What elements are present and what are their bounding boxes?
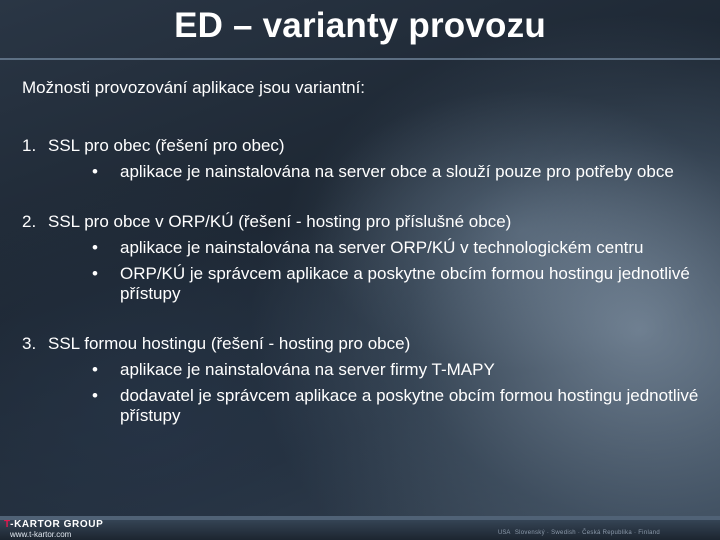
variant-bullets <box>22 162 712 182</box>
variant-heading-row <box>22 136 712 156</box>
bullet-item <box>92 360 712 380</box>
logo-name: -KARTOR GROUP <box>10 519 104 530</box>
bullet-text: dodavatel je správcem aplikace a poskytne obcím formou hostingu jednotlivé přístupy <box>120 386 699 425</box>
variant-number: 3. <box>22 334 37 353</box>
footer-strip <box>0 516 720 520</box>
variant-item-3 <box>22 334 712 426</box>
bullet-item <box>92 264 712 304</box>
intro-text: Možnosti provozování aplikace jsou variantní: <box>22 78 366 97</box>
variant-heading: SSL pro obec (řešení pro obec) <box>48 136 285 155</box>
bullet-text: ORP/KÚ je správcem aplikace a poskytne obcím formou hostingu jednotlivé přístupy <box>120 264 690 303</box>
slide-content <box>22 78 712 456</box>
bullet-marker: • <box>92 360 98 379</box>
bullet-marker: • <box>92 162 98 181</box>
company-logo <box>4 519 103 530</box>
bullet-item <box>92 162 712 182</box>
bullet-marker: • <box>92 386 98 405</box>
footer-url[interactable]: www.t-kartor.com <box>10 530 72 539</box>
variant-item-2 <box>22 212 712 304</box>
title-divider <box>0 58 720 60</box>
logo-t-mark: T <box>4 519 11 530</box>
bullet-marker: • <box>92 264 98 283</box>
slide-title: ED – varianty provozu <box>174 6 546 45</box>
footer-bar <box>0 516 720 540</box>
variant-number: 1. <box>22 136 37 155</box>
variant-bullets <box>22 360 712 426</box>
variant-heading-row <box>22 212 712 232</box>
bullet-text: aplikace je nainstalována na server firmy T-MAPY <box>120 360 495 379</box>
variant-bullets <box>22 238 712 304</box>
bullet-text: aplikace je nainstalována na server obce a slouží pouze pro potřeby obce <box>120 162 674 181</box>
bullet-marker: • <box>92 238 98 257</box>
variant-heading: SSL formou hostingu (řešení - hosting pro obce) <box>48 334 411 353</box>
bullet-item <box>92 238 712 258</box>
footer-countries: Slovenský · Swedish · Česká Republika · Finland <box>514 530 660 536</box>
bullet-item <box>92 386 712 426</box>
variant-heading-row <box>22 334 712 354</box>
bullet-text: aplikace je nainstalována na server ORP/KÚ v technologickém centru <box>120 238 644 257</box>
variant-item-1 <box>22 136 712 182</box>
footer-mid-text: USA <box>498 530 511 536</box>
variant-heading: SSL pro obce v ORP/KÚ (řešení - hosting pro příslušné obce) <box>48 212 512 231</box>
variant-number: 2. <box>22 212 37 231</box>
